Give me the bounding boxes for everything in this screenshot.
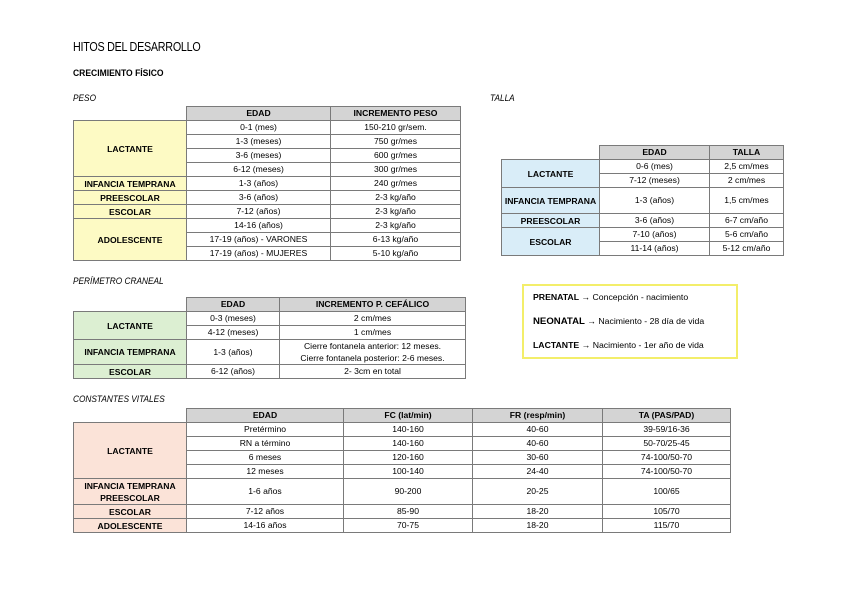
- table-row: [74, 191, 461, 205]
- column-header: INCREMENTO PESO: [331, 107, 461, 121]
- constantes-label: CONSTANTES VITALES: [73, 394, 165, 404]
- data-cell: 40-60: [473, 437, 603, 451]
- talla-table: [501, 145, 784, 256]
- table-row: [74, 340, 466, 365]
- data-cell: 100-140: [344, 465, 473, 479]
- header-spacer: [74, 298, 187, 312]
- legend-text: Concepción - nacimiento: [592, 292, 689, 302]
- column-header: FR (resp/min): [473, 409, 603, 423]
- data-cell: 2 cm/mes: [280, 312, 466, 326]
- data-cell: 6-12 (años): [187, 365, 280, 379]
- data-cell: 1-6 años: [187, 479, 344, 505]
- table-row: [74, 505, 731, 519]
- data-cell: 7-12 (años): [187, 205, 331, 219]
- data-cell: 17-19 (años) - MUJERES: [187, 247, 331, 261]
- data-cell: 85-90: [344, 505, 473, 519]
- data-cell: 3-6 (años): [600, 214, 710, 228]
- perimetro-table: [73, 297, 466, 379]
- arrow-right-icon: →: [579, 340, 593, 350]
- data-cell: 6-7 cm/año: [710, 214, 784, 228]
- category-cell: ESCOLAR: [502, 228, 600, 256]
- data-cell: 140-160: [344, 423, 473, 437]
- data-cell: 7-12 (meses): [600, 174, 710, 188]
- category-cell: LACTANTE: [74, 121, 187, 177]
- category-cell: ADOLESCENTE: [74, 219, 187, 261]
- data-cell: 100/65: [603, 479, 731, 505]
- header-row: [74, 298, 466, 312]
- data-cell: 70-75: [344, 519, 473, 533]
- data-cell: 20-25: [473, 479, 603, 505]
- table-row: [74, 519, 731, 533]
- data-cell: RN a término: [187, 437, 344, 451]
- data-cell: 7-12 años: [187, 505, 344, 519]
- table-row: [74, 365, 466, 379]
- data-cell: 5-10 kg/año: [331, 247, 461, 261]
- data-cell: 12 meses: [187, 465, 344, 479]
- category-cell: INFANCIA TEMPRANA: [74, 340, 187, 365]
- perimetro-label: PERÍMETRO CRANEAL: [73, 276, 164, 286]
- table-row: [74, 219, 461, 233]
- age-legend-box: [522, 284, 738, 359]
- data-cell: 140-160: [344, 437, 473, 451]
- data-cell: 11-14 (años): [600, 242, 710, 256]
- data-cell: 120-160: [344, 451, 473, 465]
- data-cell: 2,5 cm/mes: [710, 160, 784, 174]
- table-row: [74, 479, 731, 505]
- data-cell: 5-6 cm/año: [710, 228, 784, 242]
- category-cell: INFANCIA TEMPRANA: [74, 177, 187, 191]
- data-cell: 7-10 (años): [600, 228, 710, 242]
- legend-term: PRENATAL: [533, 292, 580, 302]
- data-cell: 6-13 kg/año: [331, 233, 461, 247]
- data-cell: 74-100/50-70: [603, 465, 731, 479]
- category-cell: PREESCOLAR: [502, 214, 600, 228]
- data-cell: 90-200: [344, 479, 473, 505]
- data-cell: 600 gr/mes: [331, 149, 461, 163]
- category-cell: LACTANTE: [74, 423, 187, 479]
- table-row: [502, 188, 784, 214]
- category-cell: PREESCOLAR: [74, 191, 187, 205]
- legend-line: [533, 338, 727, 362]
- data-cell: 3-6 (años): [187, 191, 331, 205]
- constantes-table: [73, 408, 731, 533]
- page-title: HITOS DEL DESARROLLO: [73, 40, 201, 54]
- data-cell: 2-3 kg/año: [331, 191, 461, 205]
- legend-line: [533, 314, 727, 338]
- data-cell: 3-6 (meses): [187, 149, 331, 163]
- section-title: CRECIMIENTO FÍSICO: [73, 68, 164, 79]
- data-cell: 2-3 kg/año: [331, 219, 461, 233]
- legend-term: LACTANTE: [533, 340, 580, 350]
- data-cell: Cierre fontanela anterior: 12 meses. Cierre fontanela posterior: 2-6 meses.: [280, 340, 466, 365]
- category-cell: ESCOLAR: [74, 365, 187, 379]
- legend-text: Nacimiento - 28 día de vida: [598, 316, 705, 326]
- data-cell: 39-59/16-36: [603, 423, 731, 437]
- column-header: EDAD: [600, 146, 710, 160]
- data-cell: 1 cm/mes: [280, 326, 466, 340]
- data-cell: 2- 3cm en total: [280, 365, 466, 379]
- column-header: FC (lat/min): [344, 409, 473, 423]
- data-cell: 14-16 años: [187, 519, 344, 533]
- header-spacer: [502, 146, 600, 160]
- column-header: EDAD: [187, 107, 331, 121]
- data-cell: 0-3 (meses): [187, 312, 280, 326]
- data-cell: 1-3 (años): [187, 340, 280, 365]
- column-header: EDAD: [187, 298, 280, 312]
- data-cell: 14-16 (años): [187, 219, 331, 233]
- data-cell: 1-3 (años): [600, 188, 710, 214]
- table-row: [502, 214, 784, 228]
- data-cell: 74-100/50-70: [603, 451, 731, 465]
- category-cell: INFANCIA TEMPRANA PREESCOLAR: [74, 479, 187, 505]
- data-cell: 4-12 (meses): [187, 326, 280, 340]
- category-cell: ESCOLAR: [74, 505, 187, 519]
- talla-label: TALLA: [490, 93, 515, 103]
- arrow-right-icon: →: [584, 316, 599, 326]
- table-row: [74, 121, 461, 135]
- legend-term: NEONATAL: [533, 316, 585, 327]
- column-header: TA (PAS/PAD): [603, 409, 731, 423]
- header-row: [74, 409, 731, 423]
- header-row: [502, 146, 784, 160]
- data-cell: 750 gr/mes: [331, 135, 461, 149]
- data-cell: 0-1 (mes): [187, 121, 331, 135]
- data-cell: 2-3 kg/año: [331, 205, 461, 219]
- peso-table: [73, 106, 461, 261]
- header-spacer: [74, 409, 187, 423]
- data-cell: 0-6 (mes): [600, 160, 710, 174]
- data-cell: 6 meses: [187, 451, 344, 465]
- header-row: [74, 107, 461, 121]
- data-cell: 1,5 cm/mes: [710, 188, 784, 214]
- data-cell: 18-20: [473, 519, 603, 533]
- data-cell: Pretérmino: [187, 423, 344, 437]
- table-row: [74, 205, 461, 219]
- category-cell: LACTANTE: [502, 160, 600, 188]
- data-cell: 40-60: [473, 423, 603, 437]
- column-header: TALLA: [710, 146, 784, 160]
- data-cell: 24-40: [473, 465, 603, 479]
- column-header: EDAD: [187, 409, 344, 423]
- data-cell: 18-20: [473, 505, 603, 519]
- peso-label: PESO: [73, 93, 97, 103]
- table-row: [502, 160, 784, 174]
- arrow-right-icon: →: [579, 292, 593, 302]
- data-cell: 300 gr/mes: [331, 163, 461, 177]
- legend-line: [533, 290, 727, 314]
- data-cell: 6-12 (meses): [187, 163, 331, 177]
- data-cell: 1-3 (años): [187, 177, 331, 191]
- category-cell: INFANCIA TEMPRANA: [502, 188, 600, 214]
- table-row: [74, 312, 466, 326]
- table-row: [74, 423, 731, 437]
- category-cell: LACTANTE: [74, 312, 187, 340]
- data-cell: 105/70: [603, 505, 731, 519]
- category-cell: ESCOLAR: [74, 205, 187, 219]
- legend-text: Nacimiento - 1er año de vida: [592, 340, 704, 350]
- data-cell: 240 gr/mes: [331, 177, 461, 191]
- category-cell: ADOLESCENTE: [74, 519, 187, 533]
- data-cell: 115/70: [603, 519, 731, 533]
- data-cell: 5-12 cm/año: [710, 242, 784, 256]
- column-header: INCREMENTO P. CEFÁLICO: [280, 298, 466, 312]
- data-cell: 30-60: [473, 451, 603, 465]
- data-cell: 150-210 gr/sem.: [331, 121, 461, 135]
- data-cell: 1-3 (meses): [187, 135, 331, 149]
- table-row: [74, 177, 461, 191]
- table-row: [502, 228, 784, 242]
- data-cell: 2 cm/mes: [710, 174, 784, 188]
- data-cell: 50-70/25-45: [603, 437, 731, 451]
- header-spacer: [74, 107, 187, 121]
- data-cell: 17-19 (años) - VARONES: [187, 233, 331, 247]
